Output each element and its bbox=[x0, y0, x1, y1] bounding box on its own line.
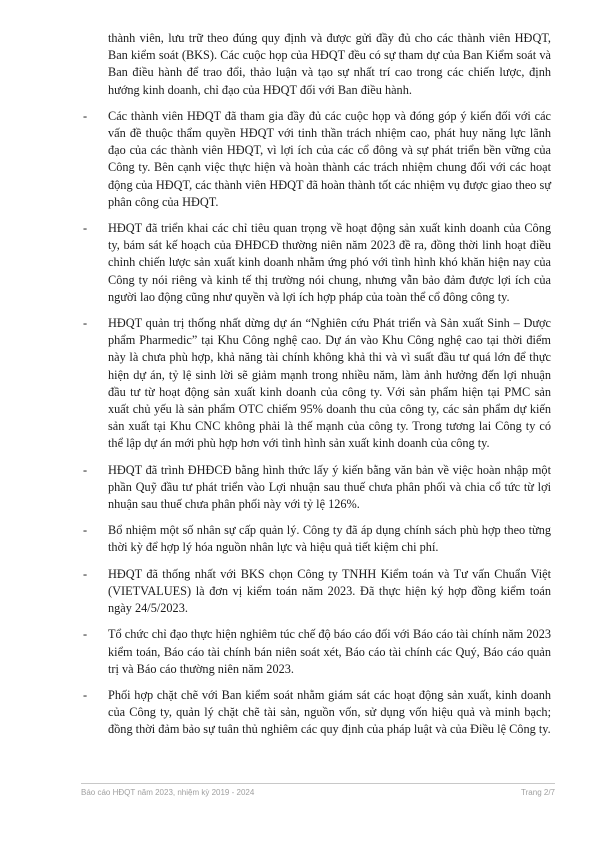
bullet-item bbox=[81, 315, 551, 453]
bullet-dash: - bbox=[83, 316, 88, 331]
bullet-item bbox=[81, 522, 551, 556]
page-footer bbox=[81, 783, 555, 797]
bullet-item bbox=[81, 566, 551, 618]
bullet-dash: - bbox=[83, 462, 88, 477]
bullet-text: HĐQT đã triển khai các chỉ tiêu quan trọng về hoạt động sản xuất kinh doanh của Công ty, bám sát kế hoạch của ĐHĐCĐ thường niên năm 2023 đề ra, đồng thời linh hoạt điều chỉnh chiến lược sản xuất kinh doanh nhằm ứng phó với tình hình khó khăn hiện nay của Công ty nói riêng và kinh tế thị trường nói chung, nhưng vẫn bảo đảm được lợi ích của người lao động cũng như quyền và lợi ích hợp pháp của toàn thể cổ đông công ty. bbox=[108, 221, 551, 304]
document-body bbox=[81, 30, 551, 748]
bullet-dash: - bbox=[83, 627, 88, 642]
bullet-dash: - bbox=[83, 523, 88, 538]
bullet-item bbox=[81, 687, 551, 739]
bullet-item bbox=[81, 108, 551, 211]
lead-paragraph: thành viên, lưu trữ theo đúng quy định và được gửi đầy đủ cho các thành viên HĐQT, Ban kiểm soát (BKS). Các cuộc họp của HĐQT đều có sự tham dự của Ban Kiểm soát và Ban điều hành để trao đổi, thảo luận và tạo sự nhất trí cao trong các chiến lược, định hướng kinh doanh, chỉ đạo của HĐQT đối với Ban điều hành. bbox=[108, 31, 551, 97]
bullet-text: HĐQT quản trị thống nhất dừng dự án “Nghiên cứu Phát triển và Sản xuất Sinh – Dược phẩm Pharmedic” tại Khu Công nghệ cao. Dự án vào Khu Công nghệ cao tại thời điểm này là chưa phù hợp, khả năng tài chính không khả thi và vì suất đầu tư quá lớn để thực hiện dự án, tỷ lệ sinh lời sẽ giảm mạnh trong nhiều năm, làm ảnh hưởng đến lợi nhuận đầu tư từ hoạt động sản xuất kinh doanh của công ty. Với sản phẩm hiện tại PMC sản xuất chủ yếu là sản phẩm OTC chiếm 95% doanh thu của công ty, các sản phẩm dự kiến sản xuất tại Khu CNC không phải là thế mạnh của công ty. Trong tương lai Công ty có thể lập dự án mới phù hợp hơn với tình hình sản xuất kinh doanh của công ty. bbox=[108, 316, 551, 451]
footer-report-title: Báo cáo HĐQT năm 2023, nhiệm kỳ 2019 - 2024 bbox=[81, 788, 255, 797]
bullet-text: Tổ chức chỉ đạo thực hiện nghiêm túc chế độ báo cáo đối với Báo cáo tài chính năm 2023 kiểm toán, Báo cáo tài chính bán niên soát xét, Báo cáo tài chính các Quý, Báo cáo quản trị và Báo cáo thường niên năm 2023. bbox=[108, 627, 551, 676]
bullet-text: HĐQT đã thống nhất với BKS chọn Công ty TNHH Kiểm toán và Tư vấn Chuẩn Việt (VIETVALUES) là đơn vị kiểm toán năm 2023. Đã thực hiện ký hợp đồng kiểm toán ngày 24/5/2023. bbox=[108, 566, 551, 616]
footer-page-number: Trang 2/7 bbox=[521, 788, 555, 797]
bullet-text: Các thành viên HĐQT đã tham gia đầy đủ các cuộc họp và đóng góp ý kiến đối với các vấn đề thuộc thẩm quyền HĐQT với tinh thần trách nhiệm cao, phát huy năng lực lãnh đạo của các thành viên HĐQT, vì lợi ích của các cổ đông và sự phát triển bền vững của Công ty. Bên cạnh việc thực hiện và hoàn thành các trách nhiệm chung đối với các hoạt động của HĐQT, các thành viên HĐQT đã hoàn thành tốt các nhiệm vụ được giao theo sự phân công của HĐQT. bbox=[108, 108, 551, 209]
bullet-dash: - bbox=[83, 221, 88, 236]
bullet-dash: - bbox=[83, 687, 88, 702]
bullet-dash: - bbox=[83, 566, 88, 581]
bullet-text: HĐQT đã trình ĐHĐCĐ bằng hình thức lấy ý kiến bằng văn bản về việc hoàn nhập một phần Quỹ đầu tư phát triển vào Lợi nhuận sau thuế chưa phân phối và chia cổ tức từ lợi nhuận sau thuế chưa phân phối này với tỷ lệ 126%. bbox=[108, 462, 551, 512]
bullet-dash: - bbox=[83, 108, 88, 123]
bullet-item bbox=[81, 220, 551, 306]
bullet-item bbox=[81, 626, 551, 678]
bullet-item bbox=[81, 462, 551, 514]
bullet-text: Bổ nhiệm một số nhân sự cấp quản lý. Công ty đã áp dụng chính sách phù hợp theo từng thời kỳ để hợp lý hóa nguồn nhân lực và hiệu quả tiết kiệm chi phí. bbox=[108, 523, 551, 555]
bullet-text: Phối hợp chặt chẽ với Ban kiểm soát nhằm giám sát các hoạt động sản xuất, kinh doanh của Công ty, quản lý chặt chẽ tài sản, nguồn vốn, sử dụng vốn hiệu quả và minh bạch; đồng thời đảm bảo sự tuân thủ nghiêm các quy định của pháp luật và của Điều lệ Công ty. bbox=[108, 687, 551, 737]
